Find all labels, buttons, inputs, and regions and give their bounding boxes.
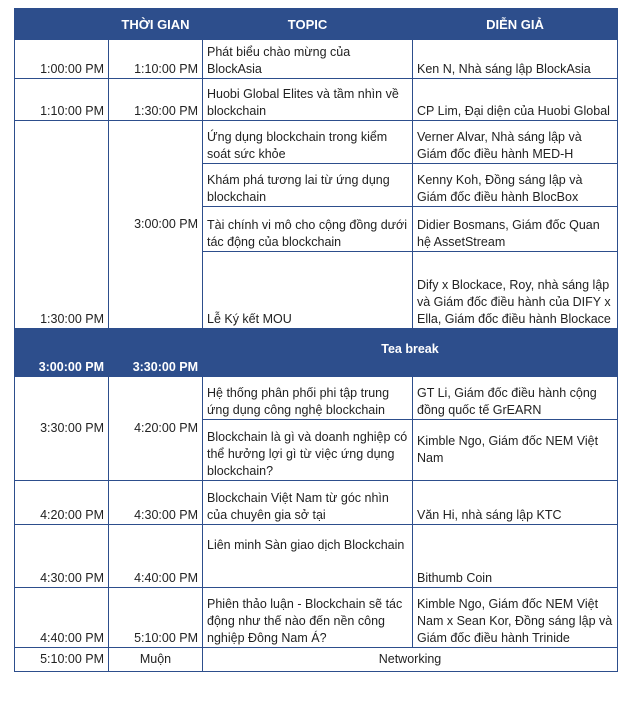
speaker-cell: Bithumb Coin (413, 525, 618, 588)
speaker-cell: Verner Alvar, Nhà sáng lập và Giám đốc điều hành MED-H (413, 121, 618, 164)
break-row (15, 329, 618, 377)
start-time: 4:30:00 PM (15, 525, 109, 588)
start-time: 4:20:00 PM (15, 481, 109, 525)
topic-cell: Liên minh Sàn giao dịch Blockchain (203, 525, 413, 588)
networking-label: Networking (203, 648, 618, 672)
topic-cell: Tài chính vi mô cho cộng đồng dưới tác động của blockchain (203, 207, 413, 252)
header-start (15, 9, 109, 40)
table-row (15, 40, 618, 79)
end-time: 5:10:00 PM (109, 588, 203, 648)
header-speaker: DIỄN GIẢ (413, 9, 618, 40)
topic-cell: Blockchain là gì và doanh nghiệp có thể hưởng lợi gì từ việc ứng dụng blockchain? (203, 420, 413, 481)
topic-cell: Phiên thảo luận - Blockchain sẽ tác động như thế nào đến nền công nghiệp Đông Nam Á? (203, 588, 413, 648)
start-time: 1:30:00 PM (15, 121, 109, 329)
topic-cell: Ứng dụng blockchain trong kiểm soát sức khỏe (203, 121, 413, 164)
end-time: 4:30:00 PM (109, 481, 203, 525)
header-time: THỜI GIAN (109, 9, 203, 40)
end-time: 4:20:00 PM (109, 377, 203, 481)
topic-cell: Phát biểu chào mừng của BlockAsia (203, 40, 413, 79)
table-row (15, 121, 618, 164)
end-time: 1:10:00 PM (109, 40, 203, 79)
topic-cell: Huobi Global Elites và tầm nhìn về blockchain (203, 79, 413, 121)
header-topic: TOPIC (203, 9, 413, 40)
speaker-cell: GT Li, Giám đốc điều hành cộng đồng quốc tế GrEARN (413, 377, 618, 420)
start-time: 5:10:00 PM (15, 648, 109, 672)
topic-cell: Khám phá tương lai từ ứng dụng blockchain (203, 164, 413, 207)
start-time: 1:00:00 PM (15, 40, 109, 79)
table-row (15, 79, 618, 121)
topic-cell: Blockchain Việt Nam từ góc nhìn của chuyên gia sở tại (203, 481, 413, 525)
topic-cell: Hệ thống phân phối phi tập trung ứng dụng công nghệ blockchain (203, 377, 413, 420)
break-label: Tea break (203, 329, 618, 377)
speaker-cell: CP Lim, Đại diện của Huobi Global (413, 79, 618, 121)
table-row (15, 377, 618, 420)
end-time: 1:30:00 PM (109, 79, 203, 121)
start-time: 3:00:00 PM (15, 329, 109, 377)
speaker-cell: Didier Bosmans, Giám đốc Quan hệ AssetStream (413, 207, 618, 252)
speaker-cell: Kimble Ngo, Giám đốc NEM Việt Nam (413, 420, 618, 481)
speaker-cell: Kimble Ngo, Giám đốc NEM Việt Nam x Sean Kor, Đồng sáng lập và Giám đốc điều hành Trinide (413, 588, 618, 648)
end-time: Muộn (109, 648, 203, 672)
end-time: 3:00:00 PM (109, 121, 203, 329)
end-time: 4:40:00 PM (109, 525, 203, 588)
topic-cell: Lễ Ký kết MOU (203, 252, 413, 329)
table-row (15, 648, 618, 672)
end-time: 3:30:00 PM (109, 329, 203, 377)
schedule-table (14, 8, 618, 672)
speaker-cell: Ken N, Nhà sáng lập BlockAsia (413, 40, 618, 79)
start-time: 1:10:00 PM (15, 79, 109, 121)
start-time: 4:40:00 PM (15, 588, 109, 648)
header-row (15, 9, 618, 40)
speaker-cell: Kenny Koh, Đồng sáng lập và Giám đốc điều hành BlocBox (413, 164, 618, 207)
speaker-cell: Văn Hi, nhà sáng lập KTC (413, 481, 618, 525)
speaker-cell: Dify x Blockace, Roy, nhà sáng lập và Giám đốc điều hành của DIFY x Ella, Giám đốc điều hành Blockace (413, 252, 618, 329)
start-time: 3:30:00 PM (15, 377, 109, 481)
table-row (15, 588, 618, 648)
table-row (15, 525, 618, 588)
table-row (15, 481, 618, 525)
